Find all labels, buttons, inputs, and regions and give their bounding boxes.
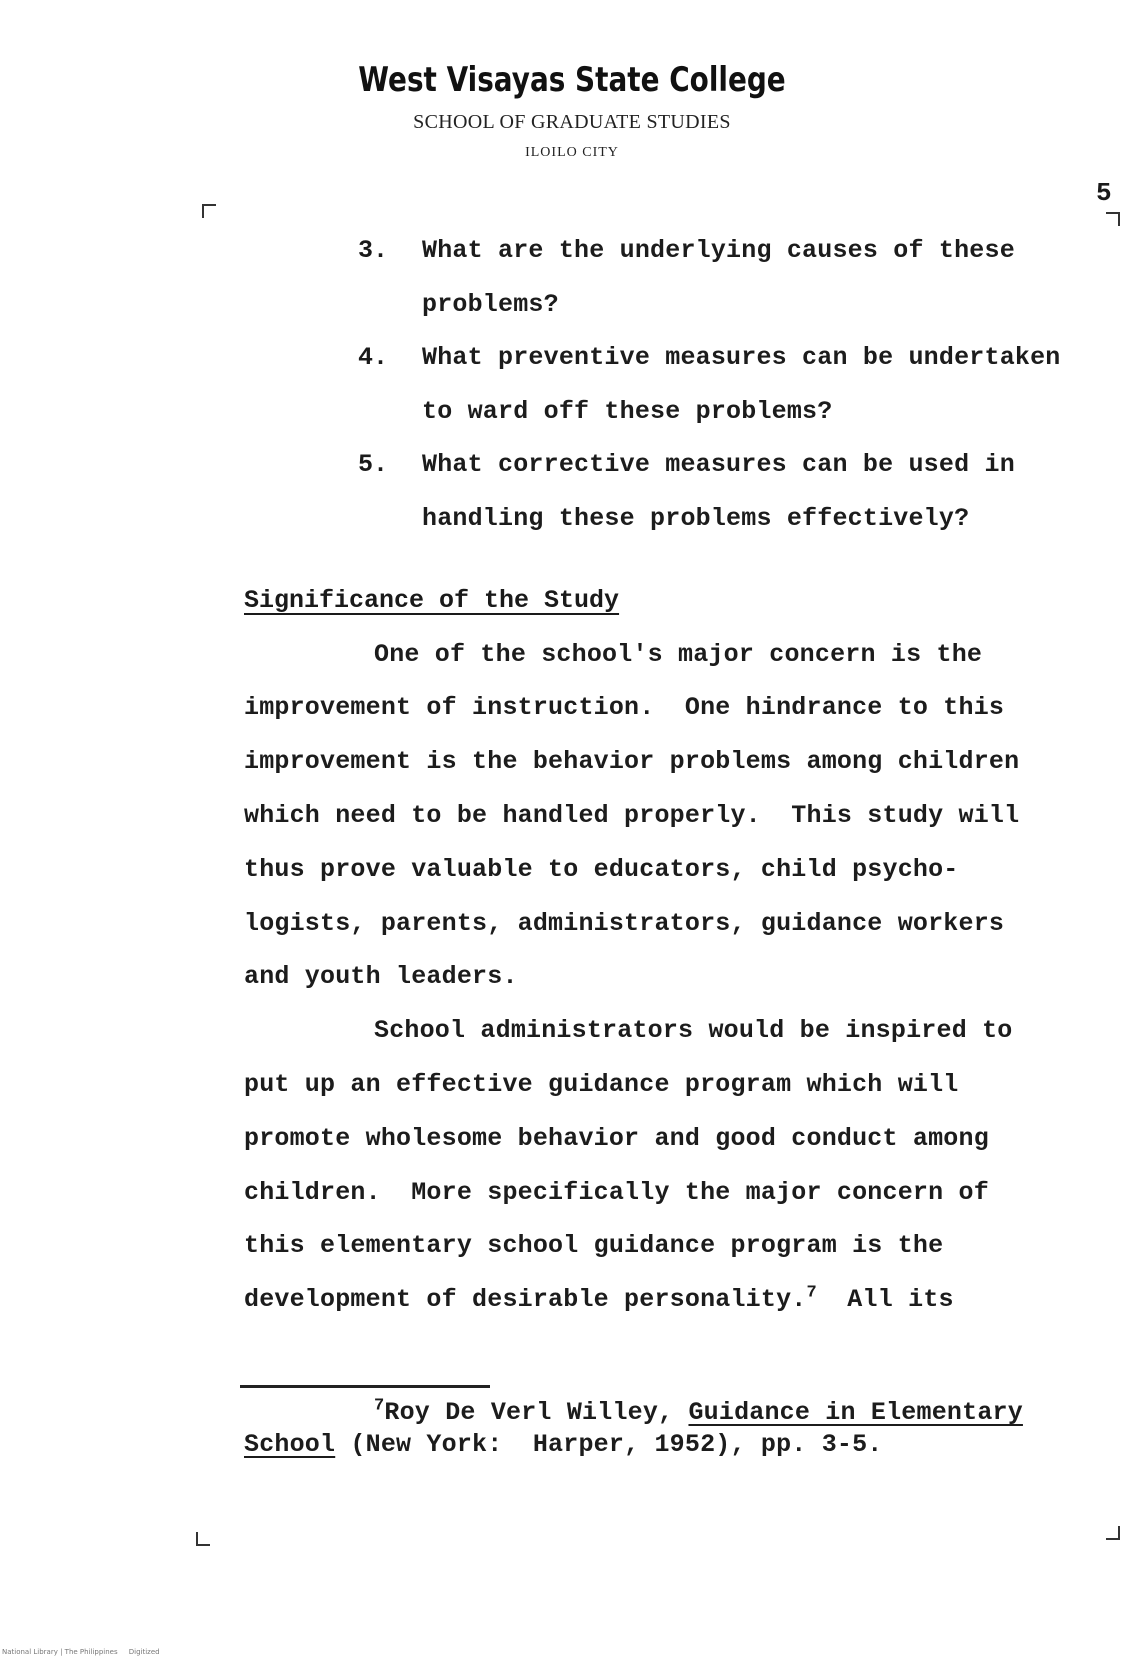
- footnote-line: [244, 1430, 883, 1460]
- question-text-line: What are the underlying causes of these: [422, 236, 1015, 265]
- crop-mark-top-left: [202, 204, 216, 218]
- question-text-line: problems?: [422, 290, 559, 319]
- crop-mark-bottom-right: [1106, 1526, 1120, 1540]
- paragraph-line: logists, parents, administrators, guidance workers: [244, 909, 1005, 938]
- question-text-line: What preventive measures can be undertaken: [422, 343, 1061, 372]
- paragraph-line: [244, 1285, 954, 1315]
- paragraph-line: put up an effective guidance program which will: [244, 1070, 959, 1099]
- paragraph-line-text: All its: [816, 1285, 954, 1314]
- question-number: 5.: [358, 450, 389, 479]
- footnote-title: Guidance in Elementary: [688, 1398, 1023, 1427]
- question-text-line: to ward off these problems?: [422, 397, 833, 426]
- paragraph-line: this elementary school guidance program is the: [244, 1231, 944, 1260]
- paragraph-line: One of the school's major concern is the: [374, 640, 983, 669]
- letterhead-college-name: West Visayas State College: [358, 60, 786, 100]
- page-number: 5: [1096, 178, 1112, 208]
- paragraph-line-text: development of desirable personality.: [244, 1285, 807, 1314]
- footnote-reference: 7: [806, 1283, 817, 1303]
- question-number: 3.: [358, 236, 389, 265]
- footnote-divider: [240, 1385, 490, 1388]
- footnote-publication: (New York: Harper, 1952), pp. 3-5.: [335, 1430, 883, 1459]
- paragraph-line: promote wholesome behavior and good conduct among: [244, 1124, 989, 1153]
- crop-mark-top-right: [1106, 212, 1120, 226]
- paragraph-line: children. More specifically the major concern of: [244, 1178, 989, 1207]
- question-number: 4.: [358, 343, 389, 372]
- footnote-author: Roy De Verl Willey,: [384, 1398, 689, 1427]
- footnote-line: [374, 1398, 1023, 1428]
- letterhead-city: ILOILO CITY: [525, 145, 619, 160]
- letterhead-school-name: SCHOOL OF GRADUATE STUDIES: [413, 111, 731, 133]
- question-text-line: handling these problems effectively?: [422, 504, 970, 533]
- crop-mark-bottom-left: [196, 1532, 210, 1546]
- scan-stamp: National Library | The Philippines Digitized: [2, 1648, 160, 1656]
- section-heading: Significance of the Study: [244, 586, 620, 615]
- footnote-mark: 7: [374, 1396, 385, 1416]
- paragraph-line: improvement of instruction. One hindrance to this: [244, 693, 1005, 722]
- paragraph-line: improvement is the behavior problems among children: [244, 747, 1020, 776]
- footnote-title: School: [244, 1430, 336, 1459]
- paragraph-line: thus prove valuable to educators, child psycho-: [244, 855, 959, 884]
- paragraph-line: which need to be handled properly. This study will: [244, 801, 1020, 830]
- paragraph-line: and youth leaders.: [244, 962, 518, 991]
- paragraph-line: School administrators would be inspired to: [374, 1016, 1013, 1045]
- question-text-line: What corrective measures can be used in: [422, 450, 1015, 479]
